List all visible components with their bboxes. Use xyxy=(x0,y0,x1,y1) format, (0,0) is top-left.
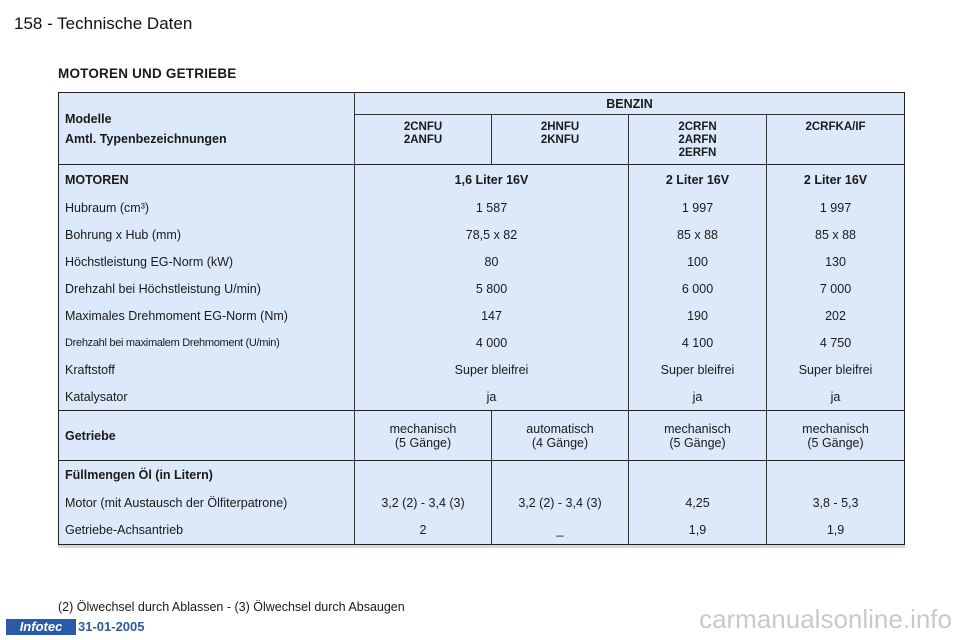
table-row xyxy=(59,461,905,489)
cell-value: 147 xyxy=(355,303,629,330)
type-code: 2CRFN xyxy=(678,121,717,133)
type-code-cell xyxy=(767,115,905,165)
gearbox-cell xyxy=(492,411,629,461)
row-label: Drehzahl bei maximalem Drehmoment (U/min) xyxy=(65,337,280,349)
row-label: Motor (mit Austausch der Ölfiterpatrone) xyxy=(65,495,288,510)
table-row xyxy=(59,303,905,330)
cell-value: 78,5 x 82 xyxy=(355,222,629,249)
gearbox-type: mechanisch xyxy=(802,421,869,436)
cell-value: _ xyxy=(492,517,629,545)
gearbox-type: automatisch xyxy=(526,421,594,436)
empty-cell xyxy=(355,461,492,489)
row-label: Höchstleistung EG-Norm (kW) xyxy=(65,255,234,269)
gearbox-cell xyxy=(767,411,905,461)
page-title: 158 - Technische Daten xyxy=(14,14,193,33)
cell-value: Super bleifrei xyxy=(355,357,629,384)
gearbox-type: mechanisch xyxy=(664,421,731,436)
cell-value: 1,9 xyxy=(767,517,905,545)
table-row xyxy=(59,195,905,222)
type-code: 2KNFU xyxy=(540,134,580,146)
row-label: Katalysator xyxy=(65,389,128,404)
type-code: 2ANFU xyxy=(403,134,443,146)
cell-value: 190 xyxy=(629,303,767,330)
cell-value: 6 000 xyxy=(629,276,767,303)
cell-value: 1,9 xyxy=(629,517,767,545)
table-row xyxy=(59,222,905,249)
table-row xyxy=(59,517,905,545)
type-code: 2ARFN xyxy=(678,134,717,146)
gearbox-gears: (5 Gänge) xyxy=(807,435,864,450)
engine-name: 2 Liter 16V xyxy=(629,165,767,195)
cell-value: 3,8 - 5,3 xyxy=(767,489,905,517)
row-label: Hubraum (cm³) xyxy=(65,201,150,215)
fuel-type-header: BENZIN xyxy=(355,93,905,115)
gearbox-gears: (5 Gänge) xyxy=(669,435,726,450)
type-code-cell xyxy=(355,115,492,165)
type-code-cell xyxy=(492,115,629,165)
header-models-label: Modelle xyxy=(65,111,112,126)
footnote: (2) Ölwechsel durch Ablassen - (3) Ölwechsel durch Absaugen xyxy=(58,600,405,614)
cell-value: 3,2 (2) - 3,4 (3) xyxy=(355,489,492,517)
row-label: Getriebe-Achsantrieb xyxy=(65,523,184,538)
cell-value: 100 xyxy=(629,249,767,276)
type-code: 2HNFU xyxy=(540,121,580,133)
gearbox-gears: (5 Gänge) xyxy=(394,435,452,450)
cell-value: 1 587 xyxy=(355,195,629,222)
cell-value: 202 xyxy=(767,303,905,330)
cell-value: 85 x 88 xyxy=(767,222,905,249)
cell-value: ja xyxy=(767,384,905,411)
type-code: 2CRFKA/IF xyxy=(805,121,866,133)
empty-cell xyxy=(492,461,629,489)
cell-value: 4 100 xyxy=(629,330,767,357)
print-date: 31-01-2005 xyxy=(78,619,145,634)
cell-value: Super bleifrei xyxy=(767,357,905,384)
infotec-logo: Infotec xyxy=(6,619,76,635)
header-type-designations-label: Amtl. Typenbezeichnungen xyxy=(65,131,227,146)
gearbox-cell xyxy=(355,411,492,461)
cell-value: 3,2 (2) - 3,4 (3) xyxy=(492,489,629,517)
table-row xyxy=(59,357,905,384)
cell-value: 80 xyxy=(355,249,629,276)
cell-value: 1 997 xyxy=(767,195,905,222)
table-row xyxy=(59,384,905,411)
oil-section-label: Füllmengen Öl (in Litern) xyxy=(59,461,355,489)
cell-value: ja xyxy=(355,384,629,411)
table-row xyxy=(59,249,905,276)
cell-value: 4,25 xyxy=(629,489,767,517)
row-label: Kraftstoff xyxy=(65,363,115,377)
row-label: Maximales Drehmoment EG-Norm (Nm) xyxy=(65,309,288,323)
table-row xyxy=(59,489,905,517)
site-watermark: carmanualsonline.info xyxy=(699,604,952,634)
engine-spec-table xyxy=(58,92,905,545)
table-row xyxy=(59,276,905,303)
gearbox-type: mechanisch xyxy=(389,421,457,436)
cell-value: ja xyxy=(629,384,767,411)
cell-value: 85 x 88 xyxy=(629,222,767,249)
section-title: MOTOREN UND GETRIEBE xyxy=(58,66,237,81)
cell-value: 4 000 xyxy=(355,330,629,357)
empty-cell xyxy=(629,461,767,489)
empty-cell xyxy=(767,461,905,489)
table-row xyxy=(59,411,905,461)
type-code: 2ERFN xyxy=(678,147,717,159)
gearbox-gears: (4 Gänge) xyxy=(531,435,589,450)
table-header-label xyxy=(59,93,355,165)
cell-value: 2 xyxy=(355,517,492,545)
motor-section-label: MOTOREN xyxy=(59,165,355,195)
type-code: 2CNFU xyxy=(403,121,443,133)
cell-value: 7 000 xyxy=(767,276,905,303)
gearbox-cell xyxy=(629,411,767,461)
engine-name: 1,6 Liter 16V xyxy=(355,165,629,195)
gearbox-label: Getriebe xyxy=(59,411,355,461)
cell-value: 130 xyxy=(767,249,905,276)
table-row xyxy=(59,330,905,357)
row-label: Bohrung x Hub (mm) xyxy=(65,228,182,242)
cell-value: 5 800 xyxy=(355,276,629,303)
type-code-cell xyxy=(629,115,767,165)
cell-value: Super bleifrei xyxy=(629,357,767,384)
row-label: Drehzahl bei Höchstleistung U/min) xyxy=(65,282,261,296)
cell-value: 1 997 xyxy=(629,195,767,222)
engine-name: 2 Liter 16V xyxy=(767,165,905,195)
cell-value: 4 750 xyxy=(767,330,905,357)
